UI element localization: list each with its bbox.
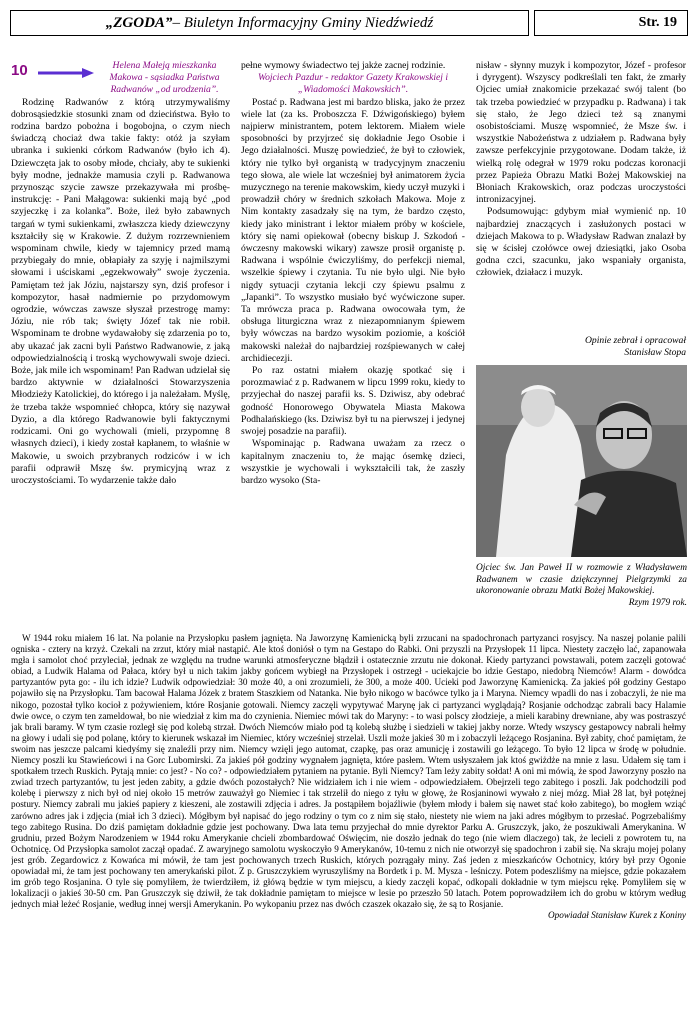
article-paragraph: Postać p. Radwana jest mi bardzo bliska, jako że przez wiele lat (za ks. Proboszcza F. Dźwigońskiego) byłem najpierw ministrantem, potem lektorem. Miałem wiele sposobności by przyjrzeć się dokładnie Jego Osobie i Jego działalności. Muszę powiedzieć, że był to człowiek, który nie tylko był organistą w tradycyjnym znaczeniu tego słowa, ale wiele lat wcześniej był animatorem życia muzycznego na terenie makowskim, kiedy uczył muzyki i prowadził chóry w średnich szkołach Makowa. Moje z Nim kontakty zasadzały się na tym, że bardzo często, kiedy jako ministrant i lektor miałem próby w kościele, który się nami opiekował (obecny biskup J. Szkodoń - ówczesny makowski wikary) zawsze prosił organistę p. Radwana i wspólnie ćwiczyliśmy, do perfekcji niemal, wszelkie śpiewy i czytania. Tu nie było ulgi. Nie było nigdy sytuacji czytania lekcji czy śpiewu psalmu z „Japanki”. To wszystko musiało być wyćwiczone super. Ta mrówcza praca p. Radwana owocowała tym, że obsługa liturgiczna wraz z niezapomnianym śpiewem były wówczas na bardzo wysokim poziomie, a kościół makowski należał do najbardziej rozśpiewanych w całej archidiecezji.: [241, 96, 465, 364]
article-column-3: [476, 60, 686, 330]
caption-year: Rzym 1979 rok.: [628, 597, 687, 608]
interviewee-deck: Helena Małeją mieszkanka Makowa - sąsiadka Państwa Radwanów „od urodzenia”.: [109, 60, 220, 96]
article-paragraph: pełne wymowy świadectwo tej jakże zacnej rodzinie.: [241, 60, 446, 71]
article-paragraph: Podsumowując: gdybym miał wymienić np. 10 najbardziej znaczących i zasłużonych postaci w dziejach Makowa to p. Władysław Radwan znalazł by się w ścisłej czołówce owej dziesiątki, jako Osoba godna czci, szacunku, jako wspaniały organista, człowiek, działacz i muzyk.: [476, 206, 686, 279]
article-number: 10: [11, 62, 28, 79]
story-section: [11, 633, 686, 1003]
caption-text: Ojciec św. Jan Paweł II w rozmowie z Władysławem Radwanem w czasie dziękczynnej Pielgrzymki za ukoronowanie obrazu Matki Bożej Makowskiej.: [476, 563, 687, 597]
photo-image: [476, 365, 687, 557]
photo-caption: [476, 563, 687, 609]
signature-line: Opinie zebrał i opracował: [585, 335, 686, 346]
article-paragraph: Rodzinę Radwanów z którą utrzymywaliśmy dobrosąsiedzkie stosunki znam od dzieciństwa. Było to rodzina bardzo pobożna i bogobojna, o czym niech świadczą chociaż dwa takie fakty: otóż ja szyłam ubranka i sukienki córkom Radwanów (było ich 4). Dziewczęta jak to osoby młode, chciały, aby te sukienki były modne, jednakże mamusia czyli p. Radwanowa przynosząc szycie zawsze przekazywała mi prośbę-instrukcję: - Pani Małągowa: sukienki mają być „pod szyjeczkę i za kolanka”. Boże, ileż było zabawnych targań w tymi sukienkami, zwłaszcza kiedy dziewczyny kształciły się w Krakowie. Z dużym rozrzewnieniem wspominam chwile, kiedy w tajemnicy przed mamą przybiegały do mnie, obłapiały za szyję i najmilszymi słowami i uściskami „egzekwowały” swoje życzenia. Pamiętam też jak Józiu, najstarszy syn, dziś profesor i kompozytor, hasał nadmiernie po przydomowym ogrodzie, wówczas zawsze słyszał przestrogę mamy: Józiu, nie rób tak; święty Józef tak nie robił. Wspominam te drobne wydawałoby się zdarzenia po to, aby ukazać jak zacni byli Państwo Radwanowie, z jaką odpowiedzialnością i troską wychowywali swoje dzieci. Boże, jak mile ich wspominam! Pan Radwan udzielał się bardzo aktywnie w działalności Stowarzyszenia Młodzieży Katolickiej, do którego i ja należałam. Myślę, że trzeba także wspomnieć chłopca, który się nazywał Dyzio, a dla którego Radwanowie byli faktycznymi rodzicami. Oni go wychowali (mieli, przypomnę 8 własnych dzieci), i kiedy został kapłanem, to właśnie w Makowie, u swoich przybranych rodziców i w ich parafii odprawił Mszę św. prymicyjną wraz z uroczystościami. To wydarzenie także dało: [11, 96, 230, 486]
story-signature: Opowiadał Stanisław Kurek z Koniny: [548, 910, 686, 921]
interviewee-deck: Wojciech Pazdur - redaktor Gazety Krakowskiej i „Wiadomości Makowskich”.: [257, 72, 449, 96]
pope-photo: [476, 365, 687, 557]
article-paragraph: Po raz ostatni miałem okazję spotkać się i porozmawiać z p. Radwanem w lipcu 1999 roku, kiedy to przyjechał do naszej parafii ks. S. Dziwisz, aby odebrać godność Honorowego Obywatela Miasta Makowa Podhalańskiego (ks. Dziwisz był tu na pierwszej i jedynej swojej posadzie na parafii).: [241, 365, 465, 438]
bulletin-name: „ZGODA”: [105, 14, 173, 31]
bulletin-header: [10, 10, 529, 36]
article-column-1: [11, 60, 230, 630]
signature-line: Stanisław Stopa: [624, 347, 686, 358]
article-signature: [520, 335, 686, 359]
article-paragraph: nisław - słynny muzyk i kompozytor, Józef - profesor i dyrygent). Wszyscy podkreślali ten fakt, że zmarły Ojciec umiał znakomicie przekazać swój talent (bo tak trzeba powiedzieć w przypadku p. Radwana) i tak się stało, że Jego dzieci też są znanymi osobistościami. Muszę wspomnieć, że Msze św. i wszystkie Nabożeństwa z udziałem p. Radwana były zawsze perfekcyjnie przygotowane. Dodam także, iż wielką rolę odegrał w 1979 roku podczas koronacji przez Papieża Obrazu Matki Bożej Makowskiej na Błoniach Krakowskich, oraz podczas uroczystości intronizacyjnej.: [476, 60, 686, 206]
article-paragraph: Wspominając p. Radwana uważam za rzecz o kapitalnym znaczeniu to, że mając ósemkę dzieci, wszystkie je wychowali i wykształcili tak, że zaszły bardzo wysoko (Sta-: [241, 438, 465, 486]
page-number-box: [534, 10, 688, 36]
story-paragraph: W 1944 roku miałem 16 lat. Na polanie na Przysłopku pasłem jagnięta. Na Jaworzynę Kamienicką byli zrzucani na spadochronach partyzanci rosyjscy. Na naszej polanie palili ogniska - cztery na krzyż. Czekali na zrzut, który miał nastąpić. Ale ktoś doniósł o tym na Gestapo do Rabki. Oni przyszli na Przysłopek 11 lipca. Niestety zaczęło lać, zapanowała mgła i samolot choć przyleciał, jednak ze względu na trudne warunki atmosferyczne błądził i ostatecznie zrzutu nie dokonał. Kiedy partyzanci powstawali, potem zaczęli gotować obiad, a Ludwik Halama od Pałaca, który był u nich takim jakby gońcem wybiegł na Przysłopek i ostrzegł - uciekajcie bo idzie Gestapo, niedobrą Niemców! Alarm - dowódca partyzantów pyta go: - ilu ich idzie? Ludwik odpowiedział: 30 może 40, a oni zrozumieli, że 300, a może 400. Ucieki pod Jaworzynę Kamienicką. Za jakieś pół godziny Gestapo pojawiło się na Przysłopku. Tam bacował Halama Józek z bratem Staszkiem od Natanka. Nie było nikogo w bacówce tylko ja i Maryna. Niemcy wpadli do nas i zobaczyli, że nie ma nikogo, pozostał tylko kocioł z pożywieniem, które Rosjanie gotowali. Niemcy zaczęli wypytywać Marynę jak ci partyzanci wyglądają? Rosjanie odchodząc zabrali bacy Halamie dwie owce, o czym ten zameldował, bo nie wiedział z kim ma do czynienia. Niemiec mówi tak do Maryny: - to wasi polscy złodzieje, a mieli karabiny drewniane, aby was postraszyć jak brali baramy. W tym czasie rozległ się pod kolebą strzał. Dwóch Niemców miało pod tą kolebą służbę i siedzieli w takiej jakby norze. Wtedy wszyscy gestapowcy nabrali hełmy na głowy i udali się pod polanę, który to kierunek wskazał im Niemiec, który wcześniej strzelał. Uszli może jakieś 30 m i zobaczyli leżącego Rosjanina. Był zabity, choć pamiętam, że swoim nas jeszcze palcami kiedyśmy się znaleźli przy nim. Niemcy wzięli jego automat, czapkę, pas oraz amunicję i zostawili go leżącego. To było 12 lipca w środę w południe. Niemcy poszli ku Stawieńcowi i na Gorc Lubomirski. Za jakieś pół godziny wygnałem jagnięta, które pasłem. Wtem usłyszałem jak ktoś gwiżdże na mnie z lasu. Udałem się tam i spotkałem trzech Ruskich. Pytają mnie: co jest? - No co? - odpowiedziałem pytaniem na pytanie. Byli Niemcy? Tam leży zabity sołdat! A oni mi mówią, że spod Jaworzyny poszło na zwiad trzech partyzantów, tu jest jeden zabity, a gdzie dwóch pozostałych? Nie widziałem ich i nie wiem - odpowiedziałem. Obejrzeli tego zabitego i poszli. Jak podchodzili pod kolebę i pierwszy z nich był od niej około 15 metrów zauważył go Niemiec i tak strzelił do niego z tyłu w głowę, że Rosjaninowi wywało z niej mózg. Miał 28 lat, był potężnej postury. Niemcy zabrali mu jakieś papiery z kieszeni, ale zostawili zdjęcia i adres. Ja postąpiłem bojaźliwie (byłem młody i bałem się nawet stać koło zabitego), bo mogłem wziąć zarówno adres jak i zdjęcia (miał ich 3 dzieci). Mógłbym był napisać do jego rodziny o tym co z nim się stało, niestety nie wiem na jaki adres mógłbym to przesłać. Pogrzebaliśmy tego zabitego Rusina. Do dziś pamiętam dokładnie gdzie jest pochowany. Dwa lata temu przyjechał do mnie dyrektor Parku A. Gruszczyk, jako, że poszukiwali Amerykanina. W grudniu, przed Bożym Narodzeniem w 1944 roku Amerykanie chcieli zbombardować Oświęcim, nie doszło jednak do tego (nie wiem dlaczego) tak, że lecieli z powrotem tu, na Ochotnicę. Od Przysłopka samolot zaczął opadać. Z awaryjnego samolotu wyskoczyło 9 Amerykanów, 10-temu z nich nie otworzył się spadochron i zabił się. Na skraju mojej polany jest grób. Zegardowicz z Kowańca mi mówił, że tam jest pochowanych trzech Ruskich, których pozrągały miny. Zaś jeden z mieszkańców Ochotnicy, który był przy Ogonie opowiadał mi, że tam jest pochowany ten amerykański pilot. Z p. Gruszczykiem wyruszyliśmy na Bordetk i p. M. Mysza - leśniczy. Potem podeszliśmy na miejsce, gdzie pokazałem im grób tego Rosjanina. O tyle się pomyliłem, że twierdziłem, iż główą będzie w tym miejscu, a kiedy zaczęli kopać, odkopali dokładnie w tym miejscu rękę. Pomyliłem się w lokalizacji o jakieś 30-50 cm. Pan Gruszczyk się dziwił, że tak dokładnie pamiętam to miejsce w lesie po przeszło 50 latach. Potem poprowadziłem ich do grobu w którym według jednych miał leżeć Rosjanie, według innej wersji Amerykanin. Po wykopaniu przez nas dwóch czaszek okazało się, że są to Rosjanie.: [11, 633, 686, 910]
bulletin-subtitle: – Biuletyn Informacyjny Gminy Niedźwiedź: [172, 14, 434, 31]
page-number: Str. 19: [638, 15, 677, 30]
article-column-2: [241, 60, 465, 630]
